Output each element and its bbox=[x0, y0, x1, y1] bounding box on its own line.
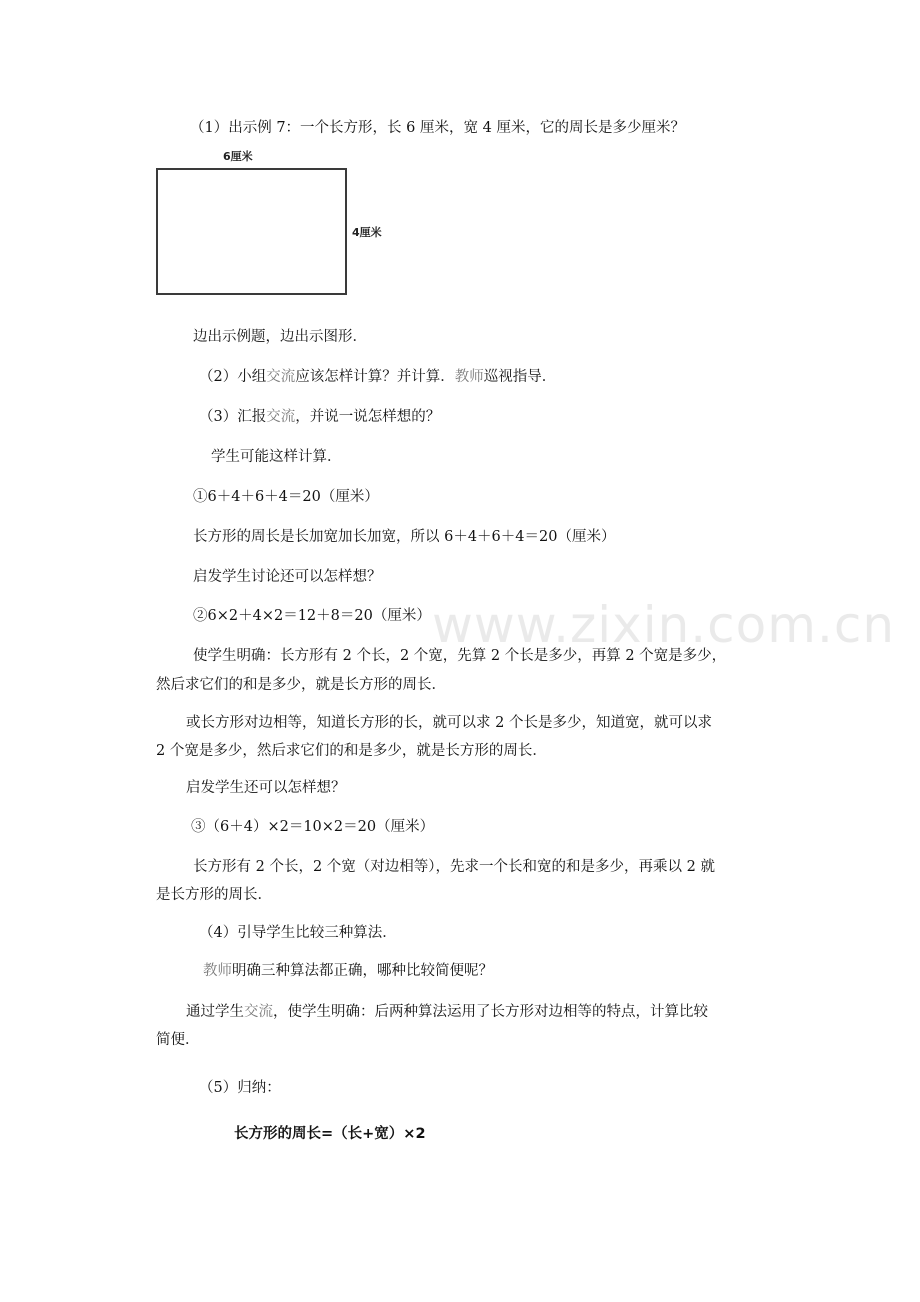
step-5-line: （5）归纳： bbox=[199, 1080, 281, 1096]
conclusion-line-1 bbox=[186, 1002, 708, 1022]
step-4-line: （4）引导学生比较三种算法． bbox=[199, 925, 397, 941]
step-2-text-a: （2）小组 bbox=[199, 369, 267, 385]
method-1-line: ①6＋4＋6＋4＝20（厘米） bbox=[193, 489, 379, 505]
teacher-compare-text: 明确三种算法都正确，哪种比较简便呢？ bbox=[232, 963, 493, 979]
conclusion-text-c: ，使学生明确：后两种算法运用了长方形对边相等的特点，计算比较 bbox=[273, 1004, 708, 1020]
conclusion-text-a: 通过学生 bbox=[186, 1004, 244, 1020]
figure-width-label: 4厘米 bbox=[352, 226, 382, 239]
teacher-compare-line bbox=[203, 961, 493, 981]
method-1-explanation: 长方形的周长是长加宽加长加宽，所以 6＋4＋6＋4＝20（厘米） bbox=[193, 529, 616, 545]
further-prompt-line: 启发学生还可以怎样想？ bbox=[186, 780, 346, 796]
clarify-line-2: 然后求它们的和是多少，就是长方形的周长． bbox=[156, 677, 446, 693]
method-3-explain-2: 是长方形的周长． bbox=[156, 887, 272, 903]
exchange-link: 交流 bbox=[244, 1004, 273, 1020]
step-3-line bbox=[199, 407, 440, 427]
method-2-line: ②6×2＋4×2＝12＋8＝20（厘米） bbox=[193, 608, 431, 624]
conclusion-line-2: 简便． bbox=[156, 1032, 200, 1048]
alt-explain-line-1: 或长方形对边相等，知道长方形的长，就可以求 2 个长是多少，知道宽，就可以求 bbox=[186, 715, 712, 731]
student-calc-line: 学生可能这样计算． bbox=[211, 449, 342, 465]
step-3-text-c: ，并说一说怎样想的？ bbox=[295, 409, 441, 425]
example-7-prompt: （1）出示例 7：一个长方形，长 6 厘米，宽 4 厘米，它的周长是多少厘米？ bbox=[190, 120, 685, 136]
exchange-link: 交流 bbox=[266, 369, 296, 385]
teacher-link: 教师 bbox=[454, 369, 484, 385]
step-2-line bbox=[199, 367, 556, 387]
teacher-link: 教师 bbox=[203, 963, 232, 979]
step-2-text-e: 巡视指导． bbox=[483, 369, 557, 385]
show-figure-line: 边出示例题，边出示图形． bbox=[193, 329, 367, 345]
alt-explain-line-2: 2 个宽是多少，然后求它们的和是多少，就是长方形的周长． bbox=[156, 743, 547, 759]
clarify-line-1: 使学生明确：长方形有 2 个长，2 个宽，先算 2 个长是多少，再算 2 个宽是多少， bbox=[193, 648, 727, 664]
method-3-line: ③（6＋4）×2＝10×2＝20（厘米） bbox=[191, 819, 435, 835]
rectangle-shape bbox=[156, 168, 347, 295]
discussion-prompt-line: 启发学生讨论还可以怎样想？ bbox=[193, 569, 382, 585]
method-3-explain-1: 长方形有 2 个长，2 个宽（对边相等），先求一个长和宽的和是多少，再乘以 2 就 bbox=[193, 859, 715, 875]
step-2-text-c: 应该怎样计算？并计算． bbox=[295, 369, 455, 385]
figure-length-label: 6厘米 bbox=[223, 150, 253, 163]
exchange-link: 交流 bbox=[266, 409, 296, 425]
step-3-text-a: （3）汇报 bbox=[199, 409, 267, 425]
watermark: www.zixin.com.cn bbox=[432, 596, 896, 654]
perimeter-formula: 长方形的周长=（长+宽）×2 bbox=[234, 1126, 426, 1142]
